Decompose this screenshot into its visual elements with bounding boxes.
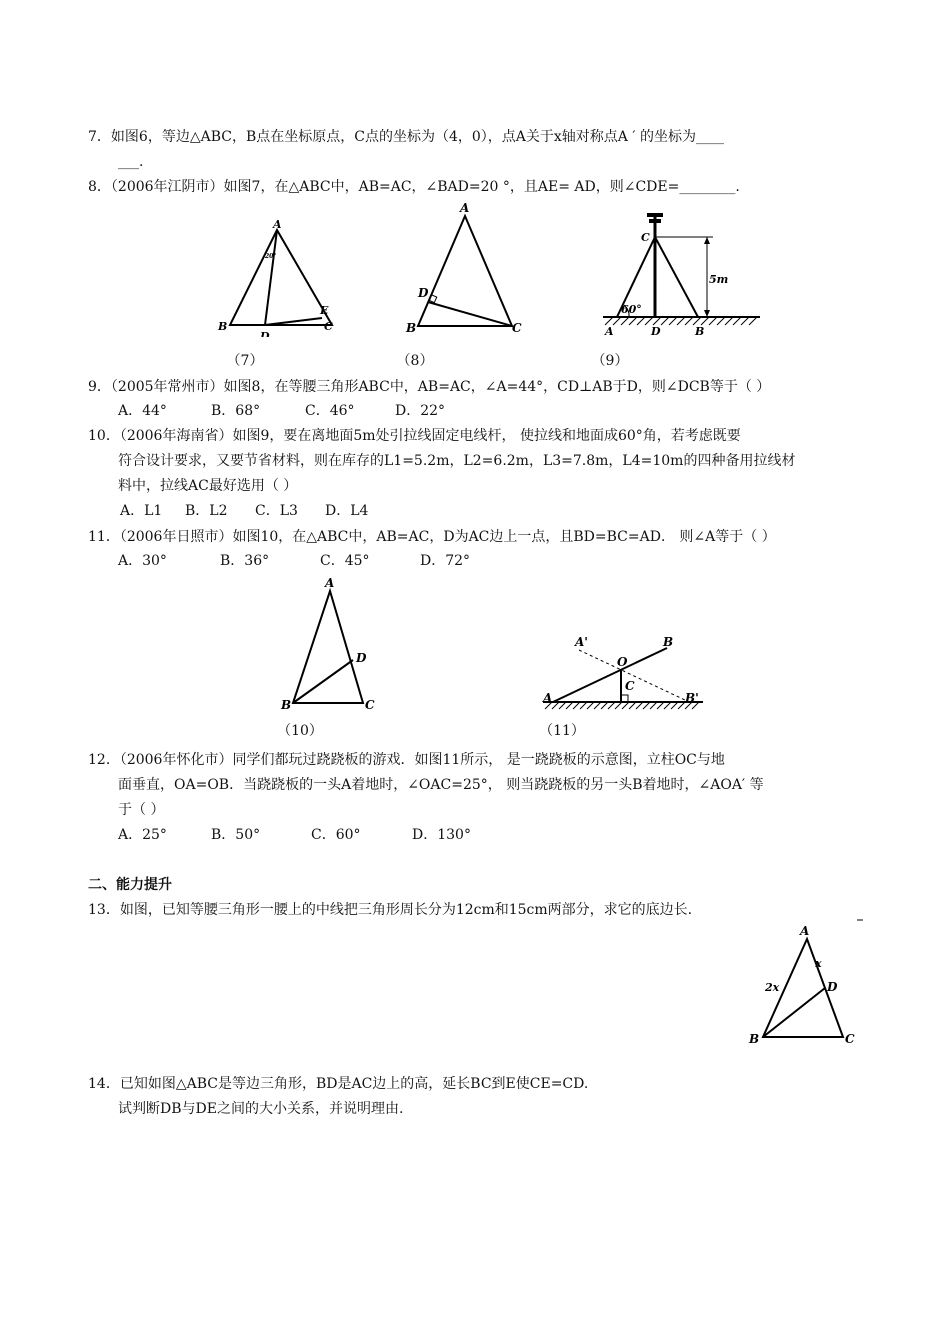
figure-13 [745,915,870,1050]
fig11-label-a: A [543,691,553,705]
q7-line1: 7．如图6，等边△ABC，B点在坐标原点，C点的坐标为（4，0），点A关于x轴对称点A ′ 的坐标为____ [88,129,724,145]
fig10-caption: （10） [277,723,323,739]
fig10-label-b: B [281,698,292,712]
q12-option-b: B．50° [211,827,261,843]
q14-line2: 试判断DB与DE之间的大小关系，并说明理由. [118,1101,404,1117]
q12-option-a: A．25° [118,827,167,843]
q10-line1: 10．（2006年海南省）如图9，要在离地面5m处引拉线固定电线杆， 使拉线和地面成60°角，若考虑既要 [88,428,741,444]
q10-option-c: C．L3 [255,503,298,519]
q12-line3: 于（ ） [118,802,165,818]
fig9-height: 5m [709,273,729,286]
fig9-label-a: A [605,325,614,338]
q14-line1: 14．已知如图△ABC是等边三角形，BD是AC边上的高，延长BC到E使CE=CD. [88,1076,589,1092]
figure-7 [210,212,340,337]
fig7-label-d: D [260,330,270,337]
q9-option-c: C．46° [305,403,355,419]
fig8-label-a: A [460,201,470,215]
fig7-label-b: B [218,320,228,333]
fig7-label-c: C [324,320,333,333]
q13-line1: 13．如图，已知等腰三角形一腰上的中线把三角形周长分为12cm和15cm两部分，求它的底边长. [88,902,693,918]
figure-11 [535,630,710,715]
q11-option-d: D．72° [420,553,471,569]
figure-9 [595,205,770,340]
fig13-label-2x: 2x [765,981,780,994]
q11-option-b: B．36° [220,553,270,569]
fig8-label-b: B [406,321,417,335]
fig9-label-d: D [651,325,661,338]
fig11-caption: （11） [539,723,585,739]
fig11-label-b-prime: B' [685,691,699,705]
q11-option-c: C．45° [320,553,370,569]
figure-8 [400,198,530,338]
fig13-label-b: B [749,1032,760,1046]
q11-line1: 11．（2006年日照市）如图10，在△ABC中，AB=AC，D为AC边上一点，且BD=BC=AD． 则∠A等于（ ） [88,529,776,545]
section-2-heading: 二、能力提升 [88,877,172,893]
fig10-label-d: D [356,651,367,665]
fig11-label-b: B [663,635,674,649]
q9-option-d: D．22° [395,403,446,419]
q10-line3: 料中，拉线AC最好选用（ ） [118,478,298,494]
q9-line1: 9．（2005年常州市）如图8，在等腰三角形ABC中，AB=AC，∠A=44°，CD⊥AB于D，则∠DCB等于（ ） [88,379,771,395]
fig8-label-d: D [418,286,429,300]
fig13-label-d: D [827,980,838,994]
fig11-label-a-prime: A' [575,635,588,649]
fig8-caption: （8） [396,353,434,369]
q9-option-a: A．44° [118,403,167,419]
q10-option-d: D．L4 [325,503,369,519]
fig9-angle: 60° [621,303,642,316]
fig13-label-a: A [800,924,810,938]
fig7-angle: 20° [265,253,277,260]
figure-10 [275,575,385,715]
fig9-label-b: B [695,325,705,338]
q12-option-c: C．60° [311,827,361,843]
q10-option-a: A．L1 [120,503,163,519]
q8-line1: 8．（2006年江阴市）如图7，在△ABC中，AB=AC，∠BAD=20 °，且AE= AD，则∠CDE=________. [88,179,740,195]
q9-option-b: B．68° [211,403,261,419]
fig9-label-c: C [641,231,650,244]
q10-line2: 符合设计要求，又要节省材料，则在库存的L1=5.2m，L2=6.2m，L3=7.8m，L4=10m的四种备用拉线材 [118,453,796,469]
q12-line2: 面垂直，OA=OB．当跷跷板的一头A着地时，∠OAC=25°， 则当跷跷板的另一头B着地时，∠AOA′ 等 [118,777,764,793]
fig7-caption: （7） [226,353,264,369]
fig8-label-c: C [512,321,522,335]
fig10-label-c: C [365,698,375,712]
fig7-label-e: E [320,304,329,317]
q12-option-d: D．130° [412,827,471,843]
fig11-label-o: O [617,655,628,669]
fig13-label-x: x [815,957,822,970]
fig11-label-c: C [625,679,635,693]
fig13-label-c: C [845,1032,855,1046]
q12-line1: 12．（2006年怀化市）同学们都玩过跷跷板的游戏．如图11所示， 是一跷跷板的示意图，立柱OC与地 [88,752,725,768]
fig10-label-a: A [325,576,335,590]
q10-option-b: B．L2 [185,503,228,519]
fig7-label-a: A [273,218,282,231]
q11-option-a: A．30° [118,553,167,569]
q7-line2: ___. [118,154,144,170]
fig9-caption: （9） [591,353,629,369]
